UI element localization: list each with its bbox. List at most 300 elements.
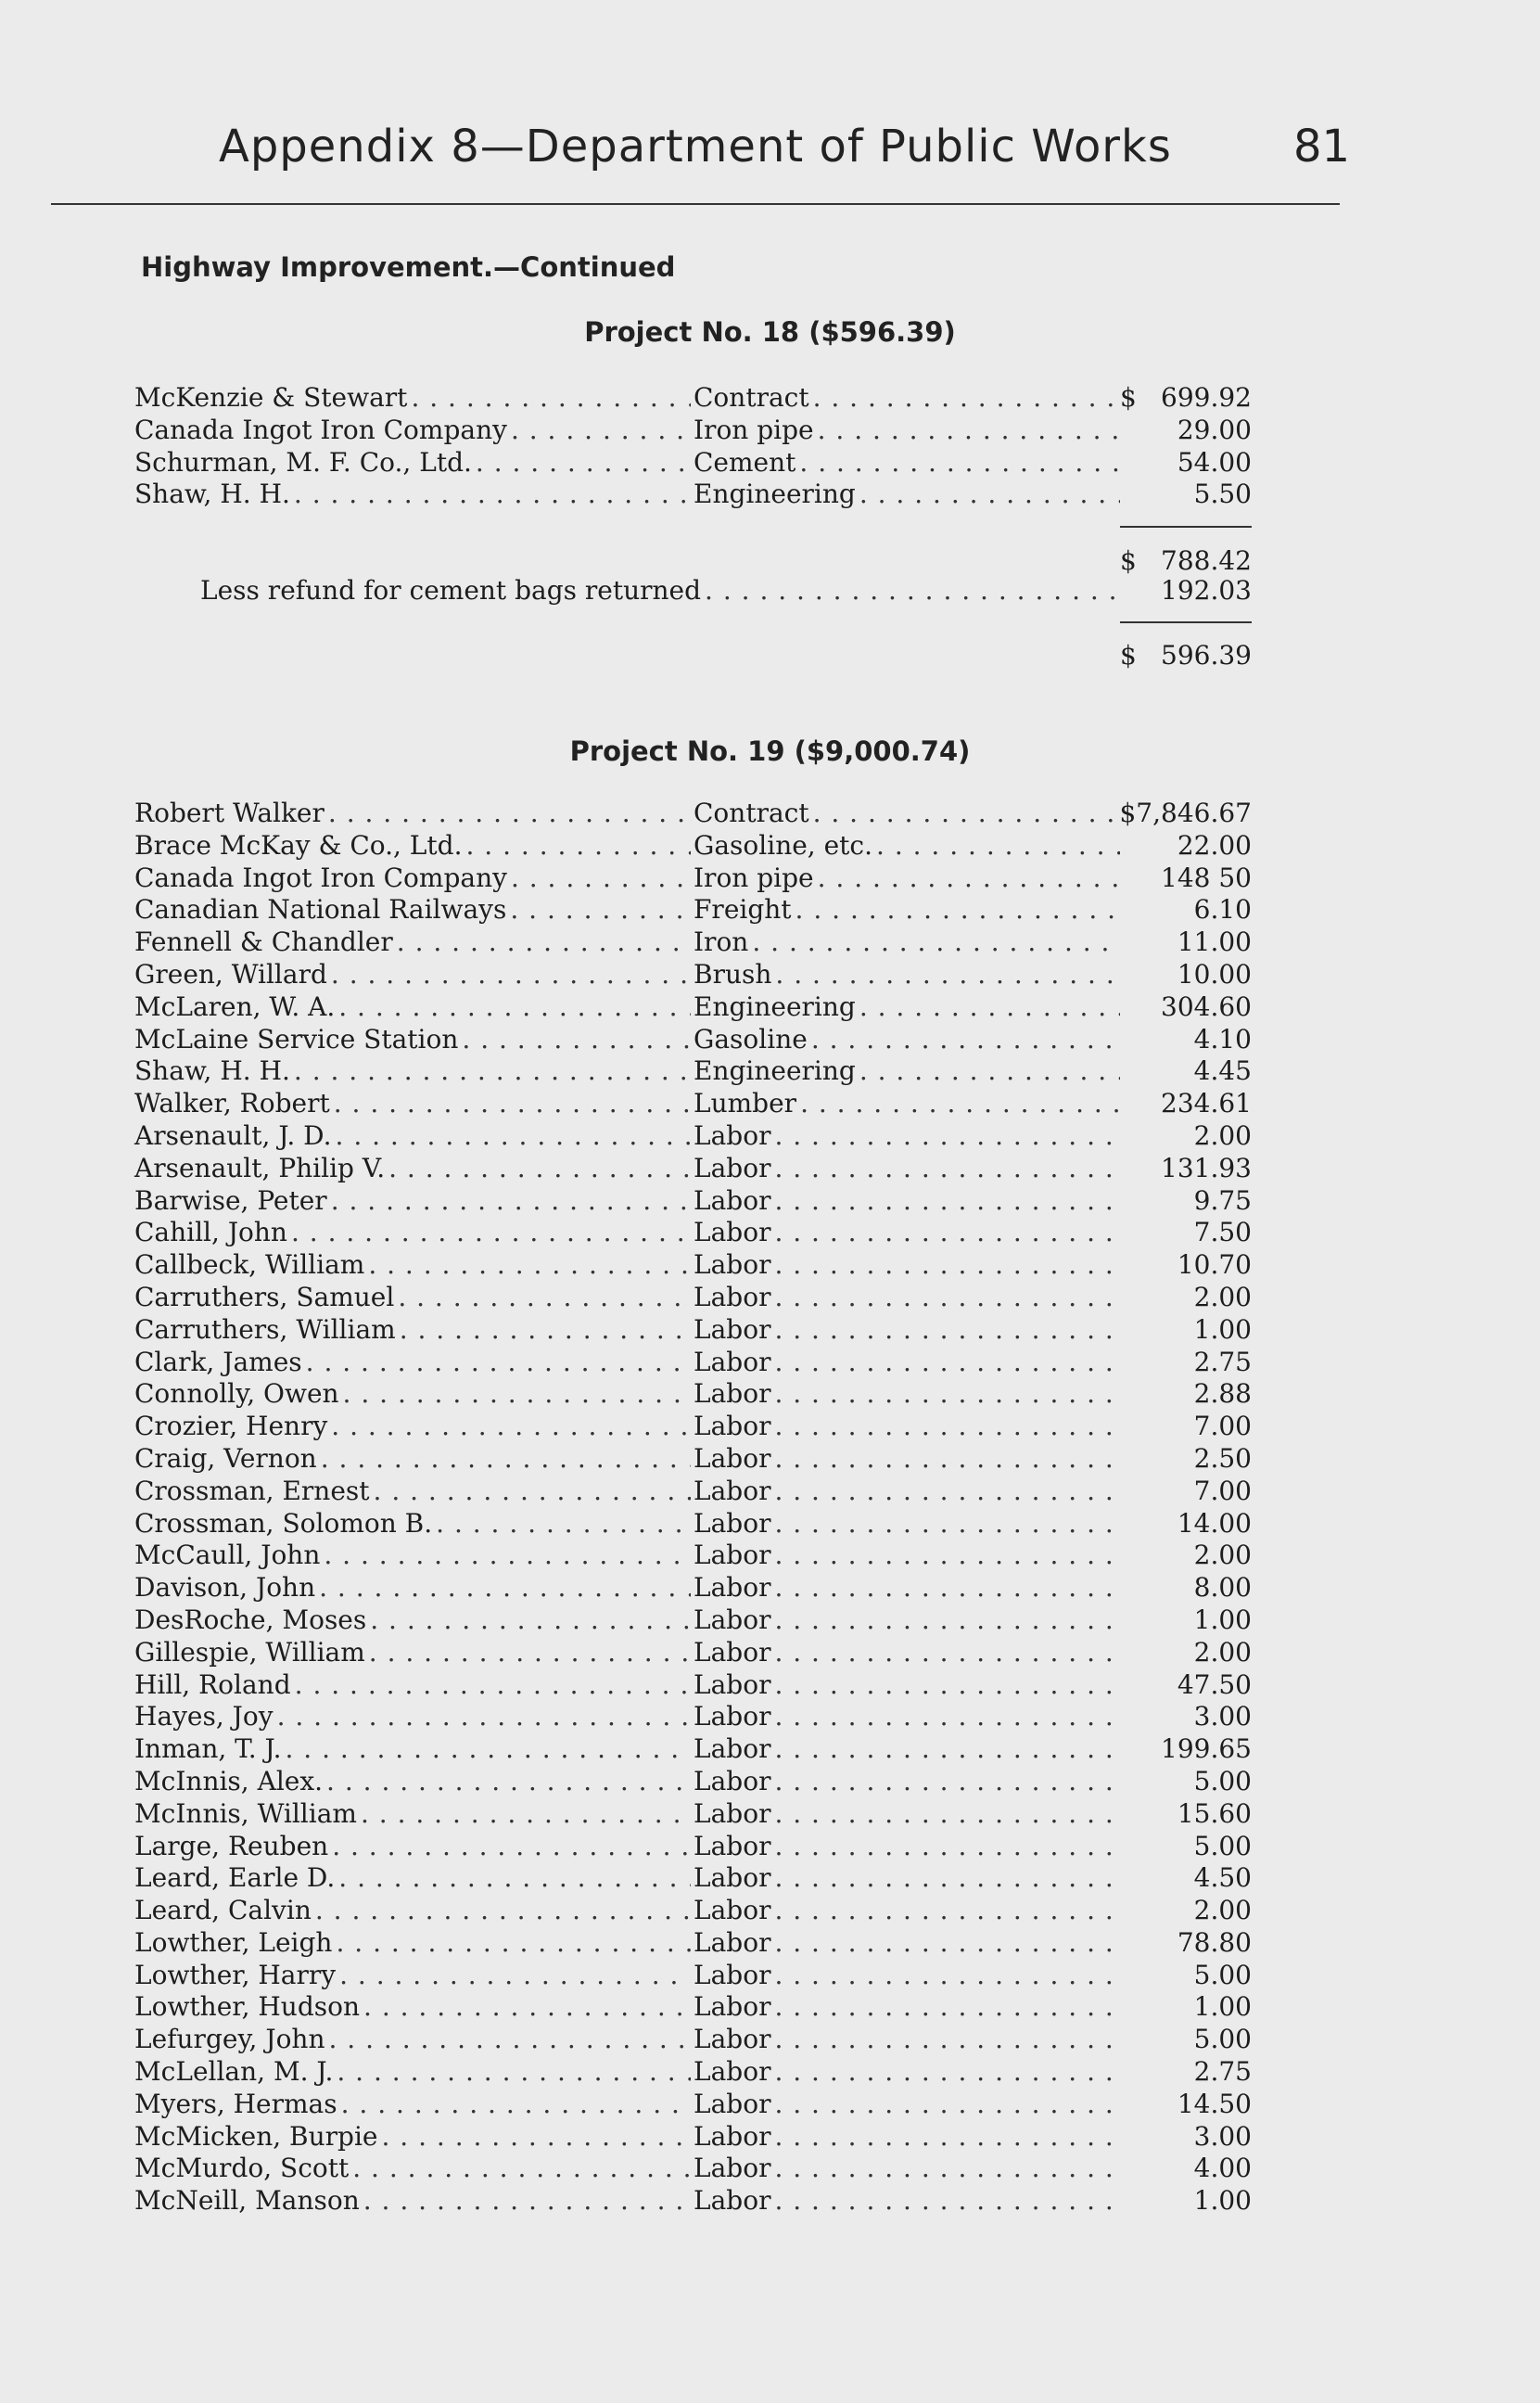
leader-dots <box>328 798 691 829</box>
item-cell <box>694 415 1120 446</box>
amount: 3.00 <box>1193 1701 1252 1732</box>
leader-dots <box>400 1314 691 1346</box>
table-row <box>0 1476 1540 1508</box>
payee-cell <box>134 1637 691 1668</box>
amount: 7.00 <box>1193 1475 1252 1506</box>
payee-cell <box>134 1217 691 1248</box>
leader-dots <box>774 1443 1120 1475</box>
table-row <box>0 1282 1540 1314</box>
item-cell <box>694 1862 1120 1894</box>
table-row <box>0 1153 1540 1185</box>
payee-name: Canada Ingot Iron Company <box>134 862 507 893</box>
payee-cell <box>134 1604 691 1636</box>
payee-cell <box>134 1960 691 1991</box>
leader-dots <box>331 1185 691 1217</box>
item-description: Gasoline <box>694 1023 808 1055</box>
leader-dots <box>811 1024 1120 1055</box>
amount: 5.00 <box>1193 1830 1252 1861</box>
payee-cell <box>134 1572 691 1604</box>
payee-cell <box>134 991 691 1023</box>
amount: 7.00 <box>1193 1411 1252 1442</box>
item-description: Brush <box>694 958 772 990</box>
item-description: Labor <box>694 1507 771 1539</box>
leader-dots <box>277 1701 691 1732</box>
payee-name: Leard, Earle D. <box>134 1862 336 1894</box>
payee-name: Davison, John <box>134 1572 316 1604</box>
leader-dots <box>774 1927 1120 1959</box>
payee-name: Craig, Vernon <box>134 1442 317 1474</box>
item-description: Labor <box>694 1281 771 1312</box>
leader-dots <box>705 575 1118 606</box>
leader-dots <box>341 2089 691 2120</box>
payee-cell <box>134 1831 691 1862</box>
item-description: Labor <box>694 1346 771 1377</box>
leader-dots <box>343 1378 691 1410</box>
leader-dots <box>774 1378 1120 1410</box>
total-currency: $ <box>1120 640 1137 671</box>
amount: 10.00 <box>1177 958 1252 990</box>
leader-dots <box>329 2024 692 2055</box>
leader-dots <box>291 1217 691 1248</box>
leader-dots <box>411 382 691 414</box>
payee-cell <box>134 1378 691 1410</box>
item-cell <box>694 1249 1120 1281</box>
amount: 4.45 <box>1193 1055 1252 1087</box>
leader-dots <box>361 1798 691 1830</box>
amount: 5.50 <box>1193 479 1252 510</box>
item-description: Labor <box>694 1540 771 1571</box>
leader-dots <box>363 1991 691 2023</box>
table-row <box>0 1217 1540 1249</box>
leader-dots <box>369 1637 691 1668</box>
item-description: Labor <box>694 1572 771 1604</box>
leader-dots <box>331 959 691 991</box>
payee-name: McInnis, Alex. <box>134 1765 324 1796</box>
leader-dots <box>465 830 691 862</box>
amount: 2.00 <box>1193 1119 1252 1151</box>
item-description: Engineering <box>694 1055 856 1087</box>
amount: 11.00 <box>1177 927 1252 958</box>
item-description: Labor <box>694 1636 771 1668</box>
amount: 8.00 <box>1193 1572 1252 1604</box>
table-row <box>0 1314 1540 1347</box>
leader-dots <box>752 927 1120 958</box>
amount: 234.61 <box>1161 1088 1252 1119</box>
amount: 2.75 <box>1193 2056 1252 2088</box>
leader-dots <box>363 2185 691 2217</box>
leader-dots <box>795 894 1120 926</box>
amount: 2.75 <box>1193 1346 1252 1377</box>
payee-cell <box>134 1701 691 1732</box>
subtotal-rule <box>1120 526 1252 528</box>
item-cell <box>694 927 1120 958</box>
payee-name: Hill, Roland <box>134 1668 291 1700</box>
header-rule <box>51 203 1340 205</box>
leader-dots <box>511 863 691 894</box>
item-cell <box>694 1798 1120 1830</box>
section-heading: Highway Improvement.—Continued <box>141 251 676 283</box>
payee-cell <box>134 1314 691 1346</box>
payee-cell <box>134 1766 691 1797</box>
currency-sign: $ <box>1120 382 1137 413</box>
item-description: Labor <box>694 1926 771 1958</box>
amount: 5.00 <box>1193 1765 1252 1796</box>
item-description: Cement <box>694 446 796 478</box>
item-cell <box>694 1508 1120 1540</box>
item-cell <box>694 1347 1120 1378</box>
leader-dots <box>352 2153 691 2184</box>
item-cell <box>694 2153 1120 2184</box>
table-row <box>0 479 1540 511</box>
leader-dots <box>774 1862 1120 1894</box>
table-row <box>0 959 1540 991</box>
item-cell <box>694 1185 1120 1217</box>
payee-name: Carruthers, Samuel <box>134 1281 395 1312</box>
payee-cell <box>134 798 691 829</box>
leader-dots <box>294 479 691 510</box>
payee-cell <box>134 959 691 991</box>
payee-cell <box>134 1733 691 1765</box>
table-row <box>0 1604 1540 1637</box>
payee-cell <box>134 1411 691 1442</box>
amount: 5.00 <box>1193 2024 1252 2055</box>
payee-name: Fennell & Chandler <box>134 927 393 958</box>
payee-name: Gillespie, William <box>134 1636 365 1668</box>
payee-name: Leard, Calvin <box>134 1895 312 1926</box>
amount: 2.50 <box>1193 1442 1252 1474</box>
leader-dots <box>388 1153 691 1184</box>
leader-dots <box>774 1120 1120 1152</box>
item-cell <box>694 1024 1120 1055</box>
leader-dots <box>813 798 1120 829</box>
leader-dots <box>876 830 1120 862</box>
table-row <box>0 1378 1540 1411</box>
amount: 1.00 <box>1193 1313 1252 1345</box>
payee-cell <box>134 1185 691 1217</box>
item-description: Labor <box>694 1119 771 1151</box>
item-cell <box>694 2089 1120 2120</box>
amount: 148 50 <box>1161 862 1252 893</box>
table-row <box>0 1508 1540 1540</box>
table-row <box>0 1249 1540 1282</box>
item-description: Lumber <box>694 1088 797 1119</box>
leader-dots <box>306 1347 691 1378</box>
table-row <box>0 1637 1540 1669</box>
leader-dots <box>295 1669 691 1701</box>
payee-cell <box>134 1862 691 1894</box>
leader-dots <box>774 1347 1120 1378</box>
leader-dots <box>315 1895 691 1926</box>
leader-dots <box>321 1443 691 1475</box>
payee-name: Lowther, Harry <box>134 1959 337 1990</box>
payee-name: Robert Walker <box>134 798 325 828</box>
payee-name: McInnis, William <box>134 1797 357 1829</box>
item-cell <box>694 1088 1120 1119</box>
leader-dots <box>337 2056 691 2088</box>
item-description: Labor <box>694 1797 771 1829</box>
item-cell <box>694 1604 1120 1636</box>
item-cell <box>694 1378 1120 1410</box>
table-row <box>0 1766 1540 1798</box>
payee-name: Lowther, Leigh <box>134 1926 333 1958</box>
amount: 7.50 <box>1193 1217 1252 1248</box>
amount: 131.93 <box>1161 1152 1252 1183</box>
item-description: Labor <box>694 1765 771 1796</box>
payee-name: Hayes, Joy <box>134 1701 274 1732</box>
leader-dots <box>381 2121 691 2153</box>
leader-dots <box>338 1862 691 1894</box>
item-cell <box>694 1895 1120 1926</box>
table-row <box>0 1055 1540 1088</box>
amount: 4.50 <box>1193 1862 1252 1894</box>
table-row <box>0 798 1540 830</box>
leader-dots <box>332 1831 691 1862</box>
leader-dots <box>774 1669 1120 1701</box>
item-cell <box>694 1637 1120 1668</box>
amount: 3.00 <box>1193 2120 1252 2152</box>
leader-dots <box>774 1249 1120 1281</box>
leader-dots <box>397 927 691 958</box>
item-description: Labor <box>694 1830 771 1861</box>
item-description: Labor <box>694 1217 771 1248</box>
item-description: Labor <box>694 1313 771 1345</box>
leader-dots <box>774 1960 1120 1991</box>
item-cell <box>694 959 1120 991</box>
leader-dots <box>774 1411 1120 1442</box>
payee-cell <box>134 1443 691 1475</box>
leader-dots <box>511 415 691 446</box>
leader-dots <box>338 991 691 1023</box>
table-row <box>0 2024 1540 2056</box>
amount: 1.00 <box>1193 1604 1252 1635</box>
table-row <box>0 1185 1540 1218</box>
table-row <box>0 1798 1540 1831</box>
amount: 2.00 <box>1193 1895 1252 1926</box>
table-row <box>0 382 1540 415</box>
payee-cell <box>134 2153 691 2184</box>
amount: 6.10 <box>1193 894 1252 926</box>
table-row <box>0 1443 1540 1476</box>
leader-dots <box>774 1314 1120 1346</box>
item-cell <box>694 894 1120 926</box>
leader-dots <box>774 1282 1120 1313</box>
leader-dots <box>336 1120 691 1152</box>
item-cell <box>694 1476 1120 1507</box>
leader-dots <box>774 1540 1120 1571</box>
table-row <box>0 1701 1540 1733</box>
leader-dots <box>331 1411 691 1442</box>
payee-name: Connolly, Owen <box>134 1378 339 1410</box>
item-description: Labor <box>694 1249 771 1281</box>
table-row <box>0 1572 1540 1604</box>
payee-cell <box>134 1540 691 1571</box>
item-cell <box>694 1540 1120 1571</box>
amount: 1.00 <box>1193 2185 1252 2217</box>
payee-cell <box>134 1991 691 2023</box>
leader-dots <box>476 447 691 479</box>
item-cell <box>694 1217 1120 1248</box>
payee-name: Cahill, John <box>134 1217 287 1248</box>
leader-dots <box>774 1476 1120 1507</box>
payee-name: Crossman, Solomon B. <box>134 1507 433 1539</box>
leader-dots <box>510 894 691 926</box>
item-description: Iron <box>694 927 749 958</box>
payee-name: Green, Willard <box>134 958 327 990</box>
payee-cell <box>134 1895 691 1926</box>
table-row <box>0 1927 1540 1960</box>
item-cell <box>694 1991 1120 2023</box>
amount: 9.75 <box>1193 1184 1252 1216</box>
refund-label: Less refund for cement bags returned <box>200 575 702 606</box>
table-row <box>0 415 1540 447</box>
amount: 304.60 <box>1161 991 1252 1022</box>
payee-cell <box>134 2185 691 2217</box>
payee-name: Shaw, H. H. <box>134 1055 290 1087</box>
payee-name: DesRoche, Moses <box>134 1604 367 1635</box>
amount: $7,846.67 <box>1119 798 1252 828</box>
item-description: Freight <box>694 894 792 926</box>
item-description: Labor <box>694 2024 771 2055</box>
payee-cell <box>134 382 691 414</box>
payee-cell <box>134 2121 691 2153</box>
leader-dots <box>774 1217 1120 1248</box>
item-cell <box>694 1055 1120 1087</box>
payee-name: Myers, Hermas <box>134 2088 337 2119</box>
payee-cell <box>134 1282 691 1313</box>
payee-name: Arsenault, J. D. <box>134 1119 332 1151</box>
item-description: Labor <box>694 1959 771 1990</box>
project-19-title: Project No. 19 ($9,000.74) <box>569 735 971 767</box>
table-row <box>0 1733 1540 1766</box>
payee-name: Arsenault, Philip V. <box>134 1152 386 1183</box>
table-row <box>0 1088 1540 1120</box>
leader-dots <box>774 1798 1120 1830</box>
payee-cell <box>134 830 691 862</box>
item-cell <box>694 1733 1120 1765</box>
item-cell <box>694 1282 1120 1313</box>
leader-dots <box>774 1153 1120 1184</box>
leader-dots <box>285 1733 691 1765</box>
item-description: Labor <box>694 1895 771 1926</box>
payee-name: McMicken, Burpie <box>134 2120 378 2152</box>
total-amount: 596.39 <box>1161 640 1252 671</box>
item-cell <box>694 991 1120 1023</box>
refund-amount: 192.03 <box>1161 575 1252 606</box>
item-cell <box>694 1960 1120 1991</box>
payee-cell <box>134 1927 691 1959</box>
leader-dots <box>774 1733 1120 1765</box>
table-row <box>0 447 1540 479</box>
leader-dots <box>398 1282 691 1313</box>
amount: 10.70 <box>1177 1249 1252 1281</box>
item-cell <box>694 1831 1120 1862</box>
payee-name: Lefurgey, John <box>134 2024 325 2055</box>
amount: 14.50 <box>1177 2088 1252 2119</box>
amount: 2.00 <box>1193 1281 1252 1312</box>
item-description: Iron pipe <box>694 414 814 445</box>
item-cell <box>694 1314 1120 1346</box>
payee-cell <box>134 1088 691 1119</box>
page-title: Appendix 8—Department of Public Works <box>219 121 1172 173</box>
item-description: Labor <box>694 1411 771 1442</box>
table-row <box>0 1895 1540 1927</box>
amount: 47.50 <box>1177 1668 1252 1700</box>
leader-dots <box>774 1831 1120 1862</box>
leader-dots <box>818 863 1120 894</box>
leader-dots <box>799 447 1120 479</box>
item-description: Labor <box>694 1991 771 2023</box>
item-description: Labor <box>694 2088 771 2119</box>
leader-dots <box>774 2056 1120 2088</box>
table-row <box>0 1862 1540 1895</box>
item-description: Engineering <box>694 479 856 510</box>
leader-dots <box>334 1088 691 1119</box>
table-row <box>0 1669 1540 1702</box>
amount: 4.00 <box>1193 2153 1252 2184</box>
payee-cell <box>134 415 691 446</box>
table-row <box>0 927 1540 959</box>
table-row <box>0 2056 1540 2089</box>
payee-name: McKenzie & Stewart <box>134 382 408 413</box>
payee-cell <box>134 1798 691 1830</box>
table-row <box>0 1120 1540 1153</box>
table-row <box>0 1960 1540 1992</box>
item-description: Labor <box>694 1152 771 1183</box>
payee-name: Brace McKay & Co., Ltd. <box>134 829 463 861</box>
item-cell <box>694 863 1120 894</box>
table-row <box>0 863 1540 895</box>
payee-name: Crozier, Henry <box>134 1411 328 1442</box>
payee-name: Inman, T. J. <box>134 1733 282 1765</box>
item-description: Labor <box>694 1442 771 1474</box>
payee-cell <box>134 1249 691 1281</box>
amount: 2.88 <box>1193 1378 1252 1410</box>
table-row <box>0 1024 1540 1056</box>
payee-name: McCaull, John <box>134 1540 321 1571</box>
table-row <box>0 2089 1540 2121</box>
item-cell <box>694 2121 1120 2153</box>
leader-dots <box>462 1024 691 1055</box>
leader-dots <box>336 1927 691 1959</box>
payee-cell <box>134 894 691 926</box>
leader-dots <box>374 1476 691 1507</box>
leader-dots <box>436 1508 691 1540</box>
leader-dots <box>294 1055 691 1087</box>
item-description: Labor <box>694 2185 771 2217</box>
leader-dots <box>339 1960 691 1991</box>
item-cell <box>694 382 1120 414</box>
leader-dots <box>774 2089 1120 2120</box>
payee-cell <box>134 2056 691 2088</box>
item-cell <box>694 1766 1120 1797</box>
table-row <box>0 1991 1540 2024</box>
amount: 2.00 <box>1193 1540 1252 1571</box>
table-row <box>0 991 1540 1024</box>
item-cell <box>694 1120 1120 1152</box>
payee-cell <box>134 479 691 510</box>
amount: 54.00 <box>1177 446 1252 478</box>
leader-dots <box>774 1895 1120 1926</box>
item-cell <box>694 1153 1120 1184</box>
item-cell <box>694 479 1120 510</box>
payee-cell <box>134 1024 691 1055</box>
leader-dots <box>324 1540 691 1571</box>
amount: 1.00 <box>1193 1991 1252 2023</box>
payee-name: Schurman, M. F. Co., Ltd. <box>134 446 472 478</box>
amount: 5.00 <box>1193 1959 1252 1990</box>
payee-cell <box>134 1508 691 1540</box>
payee-name: Lowther, Hudson <box>134 1991 361 2023</box>
